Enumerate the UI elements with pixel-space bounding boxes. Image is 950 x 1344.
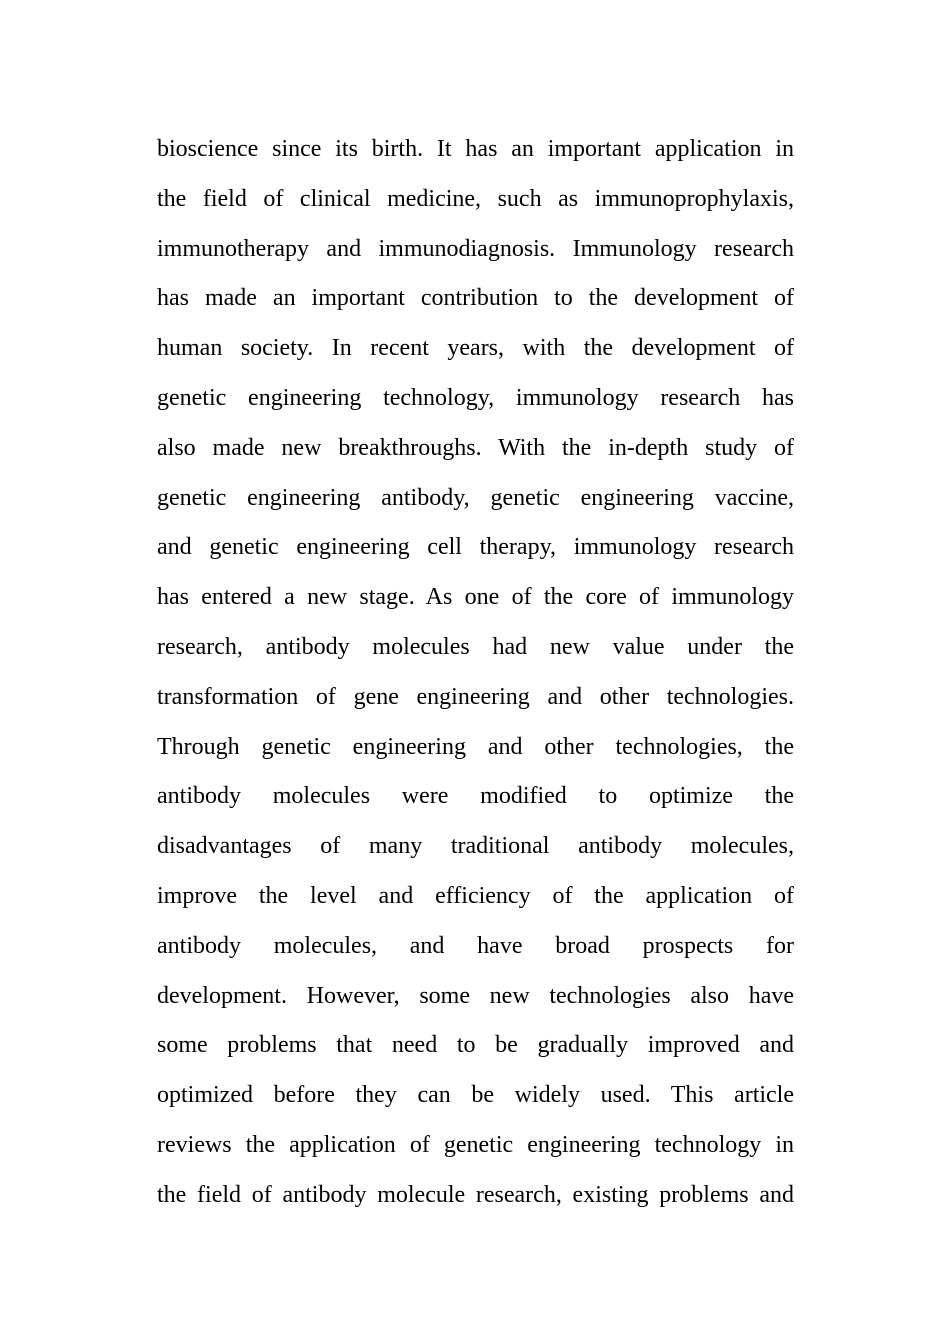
text-line: immunotherapy and immunodiagnosis. Immunology research [157, 235, 794, 262]
text-line: development. However, some new technologies also have [157, 982, 794, 1009]
text-line: Through genetic engineering and other technologies, the [157, 733, 794, 760]
text-line: research, antibody molecules had new value under the [157, 633, 794, 660]
text-line: also made new breakthroughs. With the in-depth study of [157, 434, 794, 461]
text-line: reviews the application of genetic engineering technology in [157, 1131, 794, 1158]
text-line: antibody molecules, and have broad prospects for [157, 932, 794, 959]
text-line: human society. In recent years, with the development of [157, 335, 794, 362]
text-line: bioscience since its birth. It has an important application in [157, 136, 794, 162]
text-line: genetic engineering technology, immunology research has [157, 384, 794, 411]
text-line: optimized before they can be widely used. This article [157, 1082, 794, 1109]
text-line: has made an important contribution to the development of [157, 285, 794, 312]
text-line: the field of clinical medicine, such as immunoprophylaxis, [157, 185, 794, 212]
text-line: some problems that need to be gradually improved and [157, 1032, 794, 1059]
text-line: improve the level and efficiency of the application of [157, 882, 794, 909]
text-line: and genetic engineering cell therapy, immunology research [157, 534, 794, 561]
text-line: the field of antibody molecule research, existing problems and [157, 1181, 794, 1208]
text-line: genetic engineering antibody, genetic engineering vaccine, [157, 484, 794, 511]
text-line: transformation of gene engineering and other technologies. [157, 683, 794, 710]
body-paragraph [157, 125, 794, 1221]
text-line: antibody molecules were modified to optimize the [157, 783, 794, 810]
text-line: has entered a new stage. As one of the core of immunology [157, 584, 794, 611]
text-line: disadvantages of many traditional antibody molecules, [157, 833, 794, 860]
